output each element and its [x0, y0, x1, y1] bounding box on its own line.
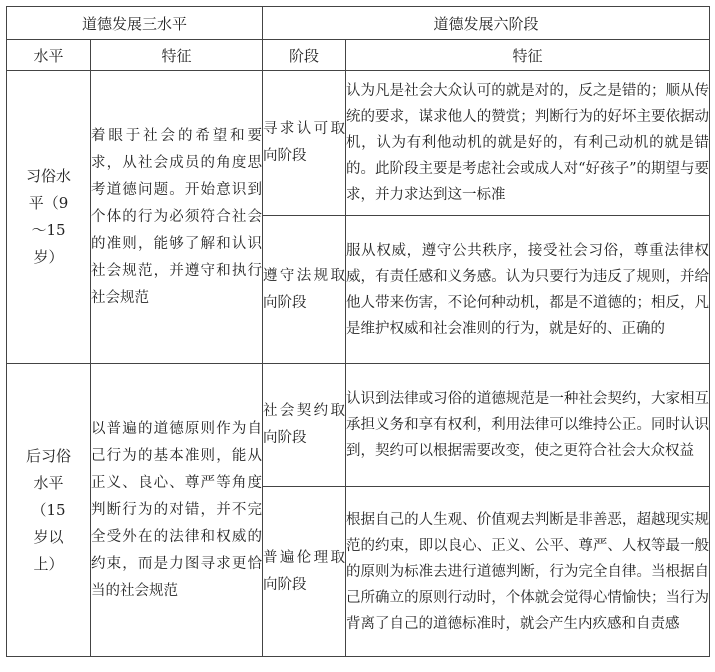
- table-header-row: [7, 7, 710, 40]
- stage-features-social-contract: 认识到法律或习俗的道德规范是一种社会契约，大家相互承担义务和享有权利，利用法律可以维持公正。同时认识到，契约可以根据需要改变，使之更符合社会大众权益: [346, 364, 710, 487]
- level-name-conventional: 习俗水平（9～15岁）: [7, 71, 91, 364]
- stage-features-seek-approval: 认为凡是社会大众认可的就是对的，反之是错的；顺从传统的要求，谋求他人的赞赏；判断行为的好坏主要依据动机，认为有利他动机的就是好的，有利己动机的就是错的。此阶段主要是考虑社会或成人对“好孩子”的期望与要求，并力求达到这一标准: [346, 71, 710, 216]
- level-features-conventional: 着眼于社会的希望和要求，从社会成员的角度思考道德问题。开始意识到个体的行为必须符合社会的准则，能够了解和认识社会规范，并遵守和执行社会规范: [91, 71, 263, 364]
- stage-name-social-contract: 社会契约取向阶段: [263, 364, 346, 487]
- stage-features-universal-ethics: 根据自己的人生观、价值观去判断是非善恶，超越现实规范的约束，即以良心、正义、公平、尊严、人权等最一般的原则为标准去进行道德判断，行为完全自律。当根据自己所确立的原则行动时，个体就会觉得心情愉快；当行为背离了自己的道德标准时，就会产生内疚感和自责感: [346, 487, 710, 657]
- stage-features-column-header: 特征: [346, 40, 710, 71]
- moral-development-table: [6, 6, 710, 657]
- stage-name-seek-approval: 寻求认可取向阶段: [263, 71, 346, 216]
- three-levels-header: 道德发展三水平: [7, 7, 263, 40]
- stage-column-header: 阶段: [263, 40, 346, 71]
- six-stages-header: 道德发展六阶段: [263, 7, 710, 40]
- table-row: [7, 71, 710, 216]
- stage-name-universal-ethics: 普遍伦理取向阶段: [263, 487, 346, 657]
- stage-features-law-order: 服从权威，遵守公共秩序，接受社会习俗，尊重法律权威，有责任感和义务感。认为只要行为违反了规则，并给他人带来伤害，不论何种动机，都是不道德的；相反，凡是维护权威和社会准则的行为，就是好的、正确的: [346, 216, 710, 364]
- level-column-header: 水平: [7, 40, 91, 71]
- table-row: [7, 364, 710, 487]
- level-features-post-conventional: 以普遍的道德原则作为自己行为的基本准则，能从正义、良心、尊严等角度判断行为的对错，并不完全受外在的法律和权威的约束，而是力图寻求更恰当的社会规范: [91, 364, 263, 657]
- table-subheader-row: [7, 40, 710, 71]
- level-features-column-header: 特征: [91, 40, 263, 71]
- stage-name-law-order: 遵守法规取向阶段: [263, 216, 346, 364]
- level-name-post-conventional: 后习俗水平（15岁以上）: [7, 364, 91, 657]
